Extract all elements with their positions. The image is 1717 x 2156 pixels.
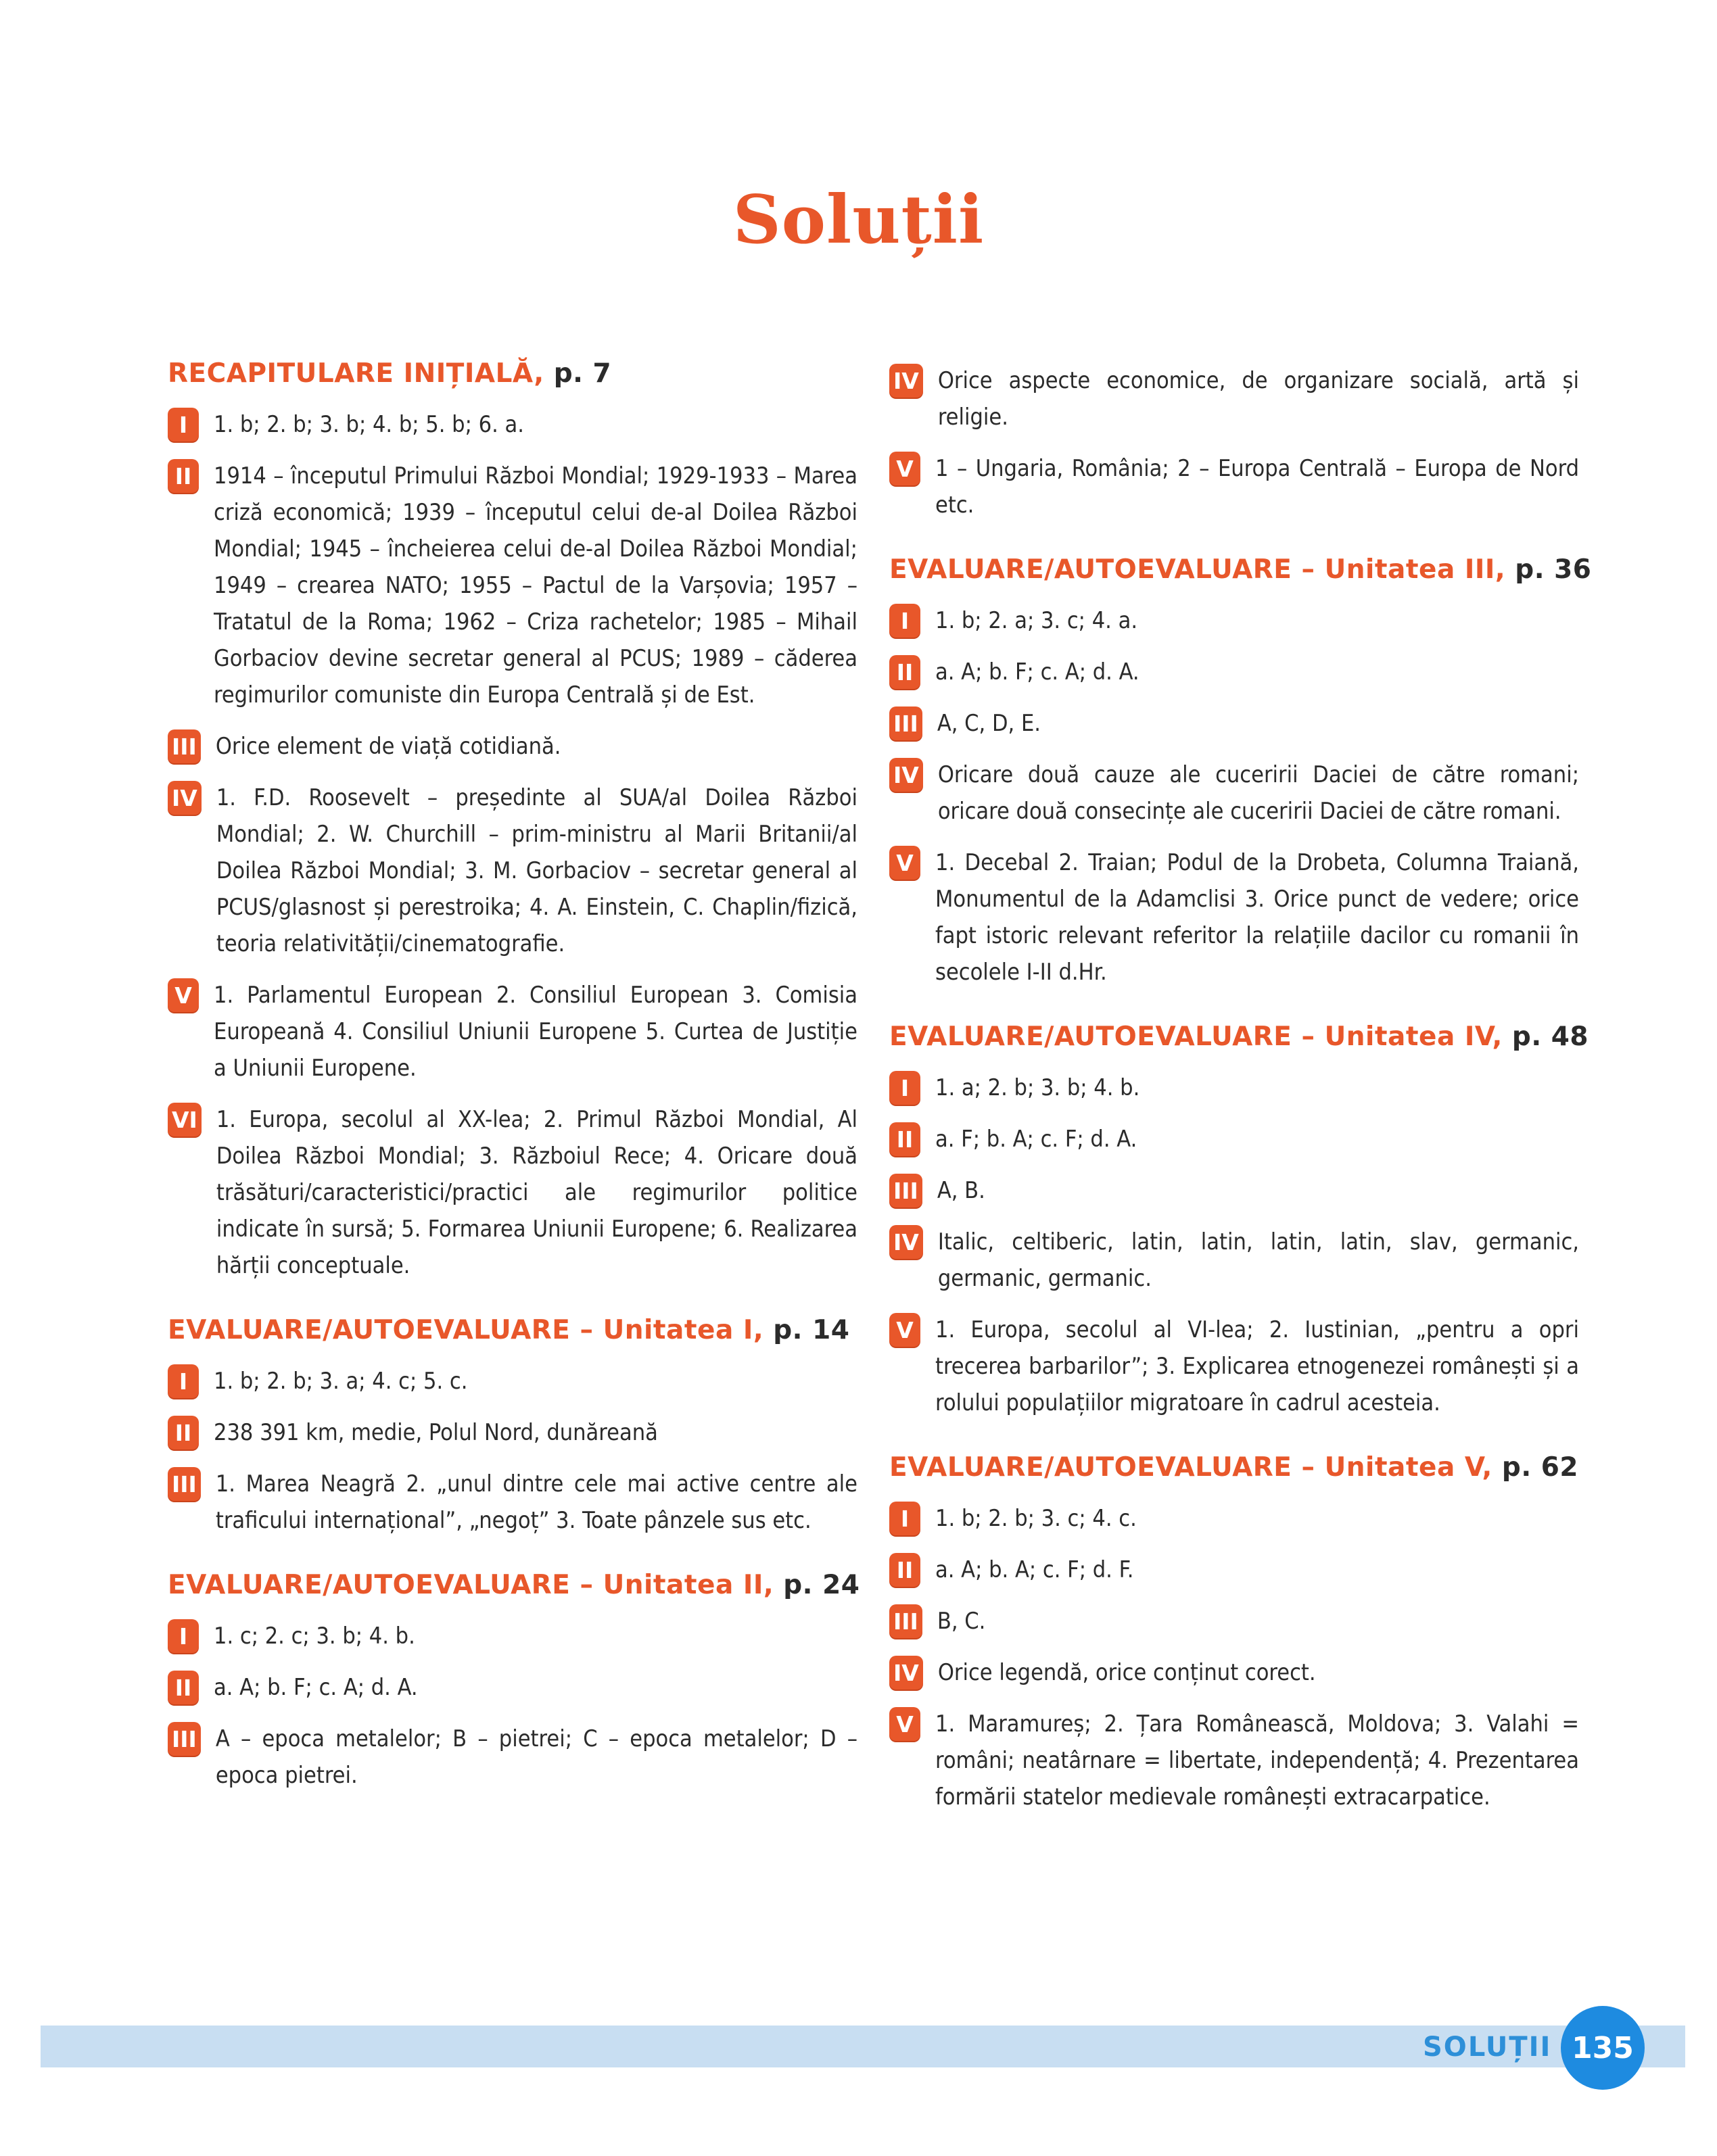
roman-numeral-badge: V <box>889 846 920 880</box>
section-heading <box>168 1315 857 1345</box>
answer-item <box>889 1552 1579 1588</box>
roman-numeral-badge: III <box>889 1174 922 1207</box>
answer-item <box>168 1721 857 1794</box>
answer-item <box>889 362 1579 435</box>
roman-numeral-badge: II <box>889 655 920 689</box>
answer-text: 1. Marea Neagră 2. „unul dintre cele mai active centre ale traficului internațional”, „negoț” 3. Toate pânzele sus etc. <box>215 1470 857 1534</box>
answer-text: Orice aspecte economice, de organizare socială, artă și religie. <box>937 367 1579 431</box>
roman-numeral-badge: I <box>889 604 920 638</box>
answer-item <box>168 977 857 1086</box>
answer-text: 1. b; 2. b; 3. a; 4. c; 5. c. <box>214 1368 468 1395</box>
roman-numeral-badge: I <box>889 1071 920 1105</box>
answer-text: 1. Parlamentul European 2. Consiliul European 3. Comisia Europeană 4. Consiliul Uniunii Europene 5. Curtea de Justiție a Uniunii Europene. <box>214 982 857 1082</box>
section-page-ref: p. 36 <box>1515 554 1592 585</box>
section-unitatea-4 <box>889 1022 1589 1421</box>
section-heading-text: EVALUARE/AUTOEVALUARE – Unitatea III, <box>889 554 1506 585</box>
roman-numeral-badge: V <box>889 1313 920 1347</box>
answer-text: Orice legendă, orice conținut corect. <box>937 1659 1316 1686</box>
answer-item <box>168 1101 857 1284</box>
answer-text: A, C, D, E. <box>937 710 1041 737</box>
answer-item <box>168 780 857 962</box>
answer-item <box>168 458 857 713</box>
roman-numeral-badge: I <box>168 408 199 441</box>
roman-numeral-badge: VI <box>168 1103 202 1136</box>
section-heading <box>889 1452 1579 1483</box>
answer-text: 1. F.D. Roosevelt – președinte al SUA/al Doilea Război Mondial; 2. W. Churchill – prim-ministru al Marii Britanii/al Doilea Război Mondial; 3. M. Gorbaciov – secretar general al PCUS/glasnost și perestroika; 4. A. Einstein, C. Chaplin/fizică, teoria relativității/cinematografie. <box>216 784 857 957</box>
answer-item <box>889 1121 1579 1157</box>
roman-numeral-badge: I <box>168 1364 199 1398</box>
roman-numeral-badge: V <box>889 1707 920 1741</box>
page-title: Soluții <box>732 181 985 259</box>
roman-numeral-badge: II <box>889 1122 920 1156</box>
answer-item <box>889 1603 1579 1639</box>
section-heading <box>168 1570 860 1600</box>
answer-text: Italic, celtiberic, latin, latin, latin, latin, slav, germanic, germanic, germanic. <box>937 1228 1579 1292</box>
roman-numeral-badge: I <box>168 1619 199 1653</box>
roman-numeral-badge: IV <box>889 364 923 398</box>
roman-numeral-badge: V <box>168 978 199 1012</box>
section-heading-text: EVALUARE/AUTOEVALUARE – Unitatea II, <box>168 1570 774 1600</box>
answer-text: B, C. <box>937 1608 986 1635</box>
answer-text: Orice element de viață cotidiană. <box>215 733 561 760</box>
answer-text: a. A; b. F; c. A; d. A. <box>214 1674 418 1701</box>
answer-item <box>889 450 1579 523</box>
roman-numeral-badge: III <box>168 1467 201 1501</box>
roman-numeral-badge: III <box>168 1722 201 1756</box>
answer-text: 1. Europa, secolul al XX-lea; 2. Primul Război Mondial, Al Doilea Război Mondial; 3. Războiul Rece; 4. Oricare două trăsături/caracteristici/practici ale regimurilor politice indicate în sursă; 5. Formarea Uniunii Europene; 6. Realizarea hărții conceptuale. <box>216 1106 857 1279</box>
answer-item <box>889 1312 1579 1421</box>
answer-text: 1. c; 2. c; 3. b; 4. b. <box>214 1623 415 1650</box>
answer-item <box>889 654 1579 690</box>
section-page-ref: p. 48 <box>1511 1022 1589 1052</box>
roman-numeral-badge: III <box>889 1604 922 1638</box>
answer-item <box>168 1466 857 1539</box>
answer-item <box>889 1172 1579 1209</box>
answer-text: a. A; b. A; c. F; d. F. <box>935 1556 1134 1583</box>
section-heading <box>889 1022 1589 1052</box>
answer-item <box>889 1070 1579 1106</box>
roman-numeral-badge: IV <box>889 758 923 792</box>
right-column <box>889 362 1592 1846</box>
roman-numeral-badge: III <box>889 706 922 740</box>
section-heading <box>889 554 1592 585</box>
page-number-badge: 135 <box>1561 2006 1645 2090</box>
answer-item <box>889 1706 1579 1815</box>
answer-text: 1. Decebal 2. Traian; Podul de la Drobeta, Columna Traiană, Monumentul de la Adamclisi 3. Orice punct de vedere; orice fapt istoric relevant referitor la relațiile dacilor cu romanii în secolele I-II d.Hr. <box>935 849 1579 986</box>
answer-text: 1. a; 2. b; 3. b; 4. b. <box>935 1074 1140 1101</box>
section-unitatea-5 <box>889 1452 1579 1815</box>
section-page-ref: p. 62 <box>1501 1452 1578 1483</box>
roman-numeral-badge: V <box>889 452 920 485</box>
answer-item <box>168 1618 857 1654</box>
answer-text: 1. b; 2. a; 3. c; 4. a. <box>935 607 1138 634</box>
answer-item <box>889 602 1579 639</box>
section-continuation <box>889 362 1579 523</box>
roman-numeral-badge: II <box>168 1671 199 1704</box>
section-heading-text: EVALUARE/AUTOEVALUARE – Unitatea V, <box>889 1452 1492 1483</box>
answer-text: Oricare două cauze ale cuceririi Daciei de către romani; oricare două consecințe ale cuceririi Daciei de către romani. <box>937 761 1579 825</box>
answer-item <box>889 1500 1579 1537</box>
answer-text: A, B. <box>937 1177 985 1204</box>
section-unitatea-1 <box>168 1315 857 1539</box>
roman-numeral-badge: II <box>889 1553 920 1587</box>
section-heading <box>168 358 857 389</box>
footer-label: SOLUȚII <box>1423 2032 1552 2063</box>
answer-text: 1. b; 2. b; 3. b; 4. b; 5. b; 6. a. <box>214 411 524 438</box>
roman-numeral-badge: IV <box>168 781 202 815</box>
section-unitatea-3 <box>889 554 1592 990</box>
section-heading-text: EVALUARE/AUTOEVALUARE – Unitatea I, <box>168 1315 764 1345</box>
answer-item <box>168 1414 857 1451</box>
answer-text: 1914 – începutul Primului Război Mondial; 1929-1933 – Marea criză economică; 1939 – începutul celui de-al Doilea Război Mondial; 1945 – încheierea celui de-al Doilea Război Mondial; 1949 – crearea NATO; 1955 – Pactul de la Varșovia; 1957 – Tratatul de la Roma; 1962 – Criza rachetelor; 1985 – Mihail Gorbaciov devine secretar general al PCUS; 1989 – căderea regimurilor comuniste din Europa Centrală și de Est. <box>214 462 857 709</box>
roman-numeral-badge: IV <box>889 1656 923 1690</box>
roman-numeral-badge: II <box>168 459 199 493</box>
section-heading-text: EVALUARE/AUTOEVALUARE – Unitatea IV, <box>889 1022 1503 1052</box>
answer-item <box>889 705 1579 742</box>
section-page-ref: p. 24 <box>783 1570 860 1600</box>
section-page-ref: p. 7 <box>553 358 612 389</box>
answer-text: a. A; b. F; c. A; d. A. <box>935 658 1139 686</box>
section-unitatea-2 <box>168 1570 860 1794</box>
section-heading-text: RECAPITULARE INIȚIALĂ, <box>168 358 544 389</box>
roman-numeral-badge: III <box>168 729 201 763</box>
answer-text: 1. Europa, secolul al VI-lea; 2. Iustinian, „pentru a opri trecerea barbarilor”; 3. Explicarea etnogenezei românești și a rolului populațiilor migratoare în cadrul acesteia. <box>935 1316 1579 1416</box>
answer-text: a. F; b. A; c. F; d. A. <box>935 1126 1137 1153</box>
answer-text: 1 – Ungaria, România; 2 – Europa Centrală – Europa de Nord etc. <box>935 455 1579 519</box>
answer-item <box>168 728 857 765</box>
answer-item <box>889 1224 1579 1297</box>
answer-item <box>889 1654 1579 1691</box>
section-page-ref: p. 14 <box>773 1315 850 1345</box>
answer-item <box>168 1669 857 1706</box>
left-column <box>168 358 860 1825</box>
answer-item <box>168 406 857 443</box>
section-recapitulare <box>168 358 857 1284</box>
answer-text: A – epoca metalelor; B – pietrei; C – epoca metalelor; D – epoca pietrei. <box>215 1725 857 1789</box>
answer-text: 1. b; 2. b; 3. c; 4. c. <box>935 1505 1137 1532</box>
answer-item <box>889 844 1579 990</box>
roman-numeral-badge: I <box>889 1502 920 1535</box>
answer-text: 238 391 km, medie, Polul Nord, dunăreană <box>214 1419 658 1446</box>
answer-text: 1. Maramureș; 2. Țara Românească, Moldova; 3. Valahi = români; neatârnare = libertate, independență; 4. Prezentarea formării statelor medievale românești extracarpatice. <box>935 1710 1579 1811</box>
answer-item <box>889 757 1579 830</box>
roman-numeral-badge: II <box>168 1416 199 1450</box>
roman-numeral-badge: IV <box>889 1225 923 1259</box>
answer-item <box>168 1363 857 1399</box>
